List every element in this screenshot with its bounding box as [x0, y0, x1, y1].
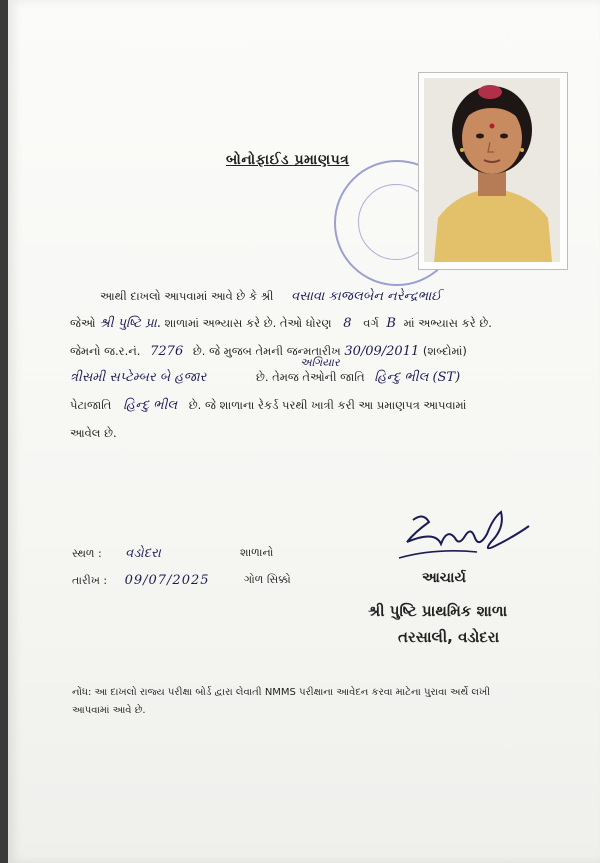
date-label: તારીખ :: [72, 574, 108, 587]
date-value: 09/07/2025: [124, 573, 210, 588]
subcaste-value: હિન્દુ ભીલ: [123, 398, 178, 413]
place-row: [72, 546, 161, 561]
line2-prefix: જેઓ: [70, 316, 96, 330]
line2-class-label: વર્ગ: [363, 316, 379, 330]
place-label: સ્થળ :: [72, 547, 102, 560]
certificate-title: બોનોફાઈડ પ્રમાણપત્ર: [226, 152, 350, 168]
body-line-4: [70, 370, 460, 385]
school-short-name: શ્રી પુષ્ટિ પ્રા.: [99, 316, 161, 331]
line3-mid: છે. જે મુજબ તેમની જન્મતારીખ: [192, 344, 341, 358]
line1-prefix: આથી દાખલો આપવામાં આવે છે કે શ્રી: [100, 289, 274, 303]
footnote: [72, 684, 542, 720]
body-line-1: [100, 289, 441, 304]
body-line-5: [70, 398, 466, 413]
note-line-2: આપવામાં આવે છે.: [72, 705, 146, 716]
note-line-1: નોંધ: આ દાખલો રાજ્ય પરીક્ષા બોર્ડ દ્વારા લેવાતી NMMS પરીક્ષાના આવેદન કરવા માટેના પુરાવા અર્થે લખી: [72, 687, 491, 698]
date-row: [72, 573, 210, 588]
body-line-3: [70, 344, 467, 359]
caste-value: હિન્દુ ભીલ (ST): [374, 370, 461, 385]
line3-prefix: જેમનો જ.ર.નં.: [70, 344, 141, 358]
place-value: વડોદરા: [125, 546, 161, 561]
school-stamp-label: શાળાનો: [240, 546, 274, 559]
principal-signature: [395, 508, 535, 576]
round-seal-label: ગોળ સિક્કો: [244, 573, 291, 586]
body-line-2: [70, 316, 492, 331]
signature-scribble: [395, 508, 535, 572]
standard-value: 8: [343, 316, 352, 331]
line5-prefix: પેટાજાતિ: [70, 398, 112, 412]
line5-suffix: છે. જે શાળાના રેકર્ડ પરથી ખાત્રી કરી આ પ્રમાણપત્ર આપવામાં: [188, 398, 467, 412]
student-portrait-image: [424, 78, 560, 262]
dob-words-extra: [300, 356, 340, 370]
dob-in-words: ત્રીસમી સપ્ટેમ્બર બે હજાર: [70, 370, 207, 385]
school-location-stamp: તરસાલી, વડોદરા: [398, 628, 500, 646]
division-value: B: [386, 316, 396, 331]
dob-words-extra-text: અગિયાર: [300, 356, 340, 369]
student-photo: [424, 78, 560, 262]
dob-value: 30/09/2011: [344, 344, 420, 359]
line2-suffix: માં અભ્યાસ કરે છે.: [403, 316, 492, 330]
school-name-stamp: શ્રી પુષ્ટિ પ્રાથમિક શાળા: [368, 602, 508, 620]
principal-label: આચાર્ય: [422, 570, 466, 586]
gr-number: 7276: [150, 344, 184, 359]
line4-mid: છે. તેમજ તેઓની જાતિ: [255, 370, 365, 384]
line3-suffix: (શબ્દોમાં): [422, 344, 467, 358]
student-name: વસાવા કાજલબેન નરેન્દ્રભાઈ: [291, 289, 442, 304]
body-line-6: આવેલ છે.: [70, 426, 117, 440]
line2-mid: શાળામાં અભ્યાસ કરે છે. તેઓ ધોરણ: [164, 316, 332, 330]
